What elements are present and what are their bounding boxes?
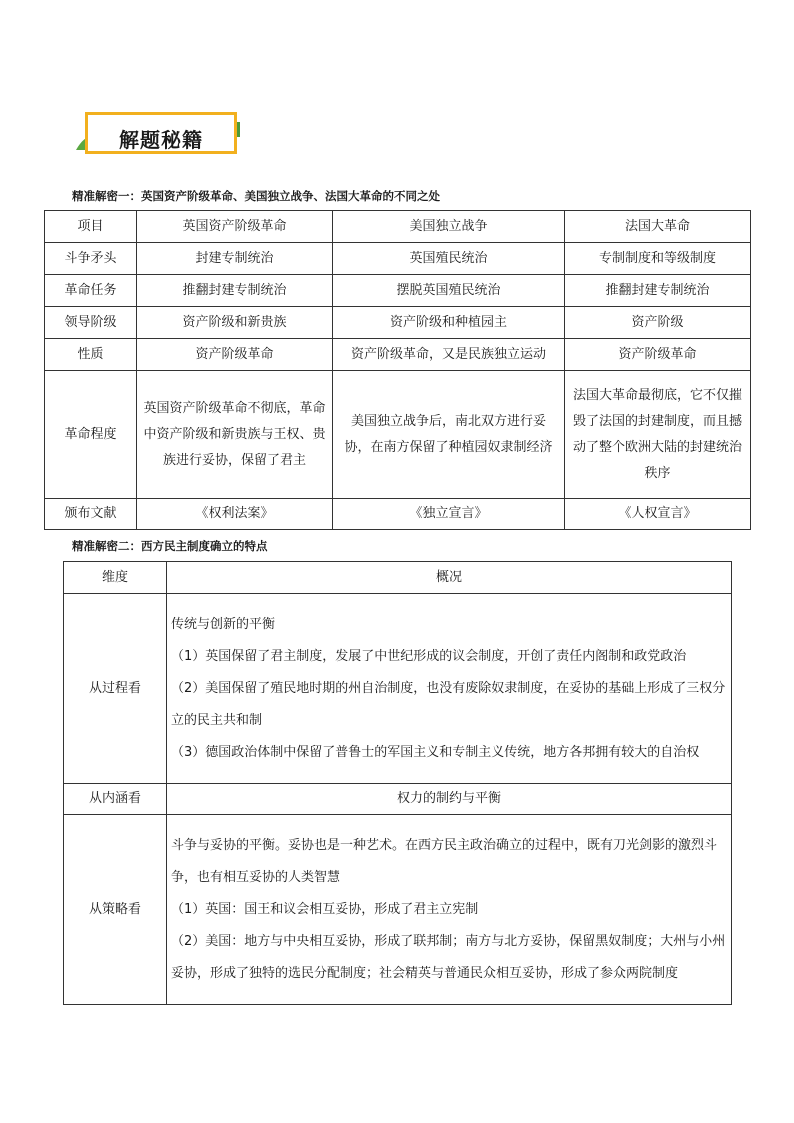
row-label: 从策略看: [64, 815, 167, 1005]
detail-line: 传统与创新的平衡: [171, 616, 276, 632]
connotation-detail: 权力的制约与平衡: [167, 784, 732, 815]
section-banner: [76, 110, 248, 166]
header-cell: 美国独立战争: [333, 211, 565, 243]
table-cell: 美国独立战争后，南北双方进行妥协，在南方保留了种植园奴隶制经济: [333, 371, 565, 499]
table-cell: 法国大革命最彻底，它不仅摧毁了法国的封建制度，而且撼动了整个欧洲大陆的封建统治秩序: [565, 371, 751, 499]
strategy-detail: [167, 815, 732, 1005]
table-cell: 资产阶级和种植园主: [333, 307, 565, 339]
table-cell: 摆脱英国殖民统治: [333, 275, 565, 307]
row-label: 颁布文献: [45, 499, 137, 530]
section2-title: 精准解密二：西方民主制度确立的特点: [72, 539, 268, 553]
table-cell: 推翻封建专制统治: [137, 275, 333, 307]
section1-title: 精准解密一：英国资产阶级革命、美国独立战争、法国大革命的不同之处: [72, 189, 440, 203]
row-label: 性质: [45, 339, 137, 371]
table-row: [45, 339, 751, 371]
table-row: [64, 784, 732, 815]
table-cell: 《权利法案》: [137, 499, 333, 530]
table-row: [64, 594, 732, 784]
banner-title: 解题秘籍: [119, 128, 203, 152]
detail-line: （3）德国政治体制中保留了普鲁士的军国主义和专制主义传统，地方各邦拥有较大的自治权: [171, 744, 700, 760]
detail-line: （2）美国：地方与中央相互妥协，形成了联邦制；南方与北方妥协，保留黑奴制度；大州与小州妥协，形成了独特的选民分配制度；社会精英与普通民众相互妥协，形成了参众两院制度: [171, 933, 726, 981]
table-cell: 《独立宣言》: [333, 499, 565, 530]
table-row: [45, 371, 751, 499]
table-cell: 英国资产阶级革命不彻底，革命中资产阶级和新贵族与王权、贵族进行妥协，保留了君主: [137, 371, 333, 499]
banner-box: [85, 112, 237, 154]
process-detail: [167, 594, 732, 784]
header-cell: 概况: [167, 562, 732, 594]
table-row: [45, 275, 751, 307]
header-cell: 法国大革命: [565, 211, 751, 243]
banner-accent: [237, 122, 240, 137]
detail-line: （2）美国保留了殖民地时期的州自治制度，也没有废除奴隶制度，在妥协的基础上形成了三权分立的民主共和制: [171, 680, 726, 728]
features-table: [63, 561, 732, 1005]
table-header-row: [45, 211, 751, 243]
table-cell: 专制制度和等级制度: [565, 243, 751, 275]
row-label: 从内涵看: [64, 784, 167, 815]
table-row: [45, 499, 751, 530]
header-cell: 项目: [45, 211, 137, 243]
row-label: 从过程看: [64, 594, 167, 784]
table-header-row: [64, 562, 732, 594]
table-cell: 推翻封建专制统治: [565, 275, 751, 307]
detail-line: （1）英国保留了君主制度，发展了中世纪形成的议会制度，开创了责任内阁制和政党政治: [171, 648, 687, 664]
table-cell: 资产阶级: [565, 307, 751, 339]
row-label: 革命任务: [45, 275, 137, 307]
detail-line: 斗争与妥协的平衡。妥协也是一种艺术。在西方民主政治确立的过程中，既有刀光剑影的激烈斗争，也有相互妥协的人类智慧: [171, 837, 718, 885]
table-row: [45, 243, 751, 275]
table-cell: 资产阶级革命: [565, 339, 751, 371]
table-cell: 资产阶级革命: [137, 339, 333, 371]
table-cell: 资产阶级和新贵族: [137, 307, 333, 339]
table-cell: 英国殖民统治: [333, 243, 565, 275]
header-cell: 维度: [64, 562, 167, 594]
table-row: [45, 307, 751, 339]
header-cell: 英国资产阶级革命: [137, 211, 333, 243]
row-label: 领导阶级: [45, 307, 137, 339]
table-cell: 资产阶级革命，又是民族独立运动: [333, 339, 565, 371]
table-cell: 封建专制统治: [137, 243, 333, 275]
detail-line: （1）英国：国王和议会相互妥协，形成了君主立宪制: [171, 901, 479, 917]
row-label: 革命程度: [45, 371, 137, 499]
row-label: 斗争矛头: [45, 243, 137, 275]
table-row: [64, 815, 732, 1005]
comparison-table: [44, 210, 751, 530]
table-cell: 《人权宣言》: [565, 499, 751, 530]
